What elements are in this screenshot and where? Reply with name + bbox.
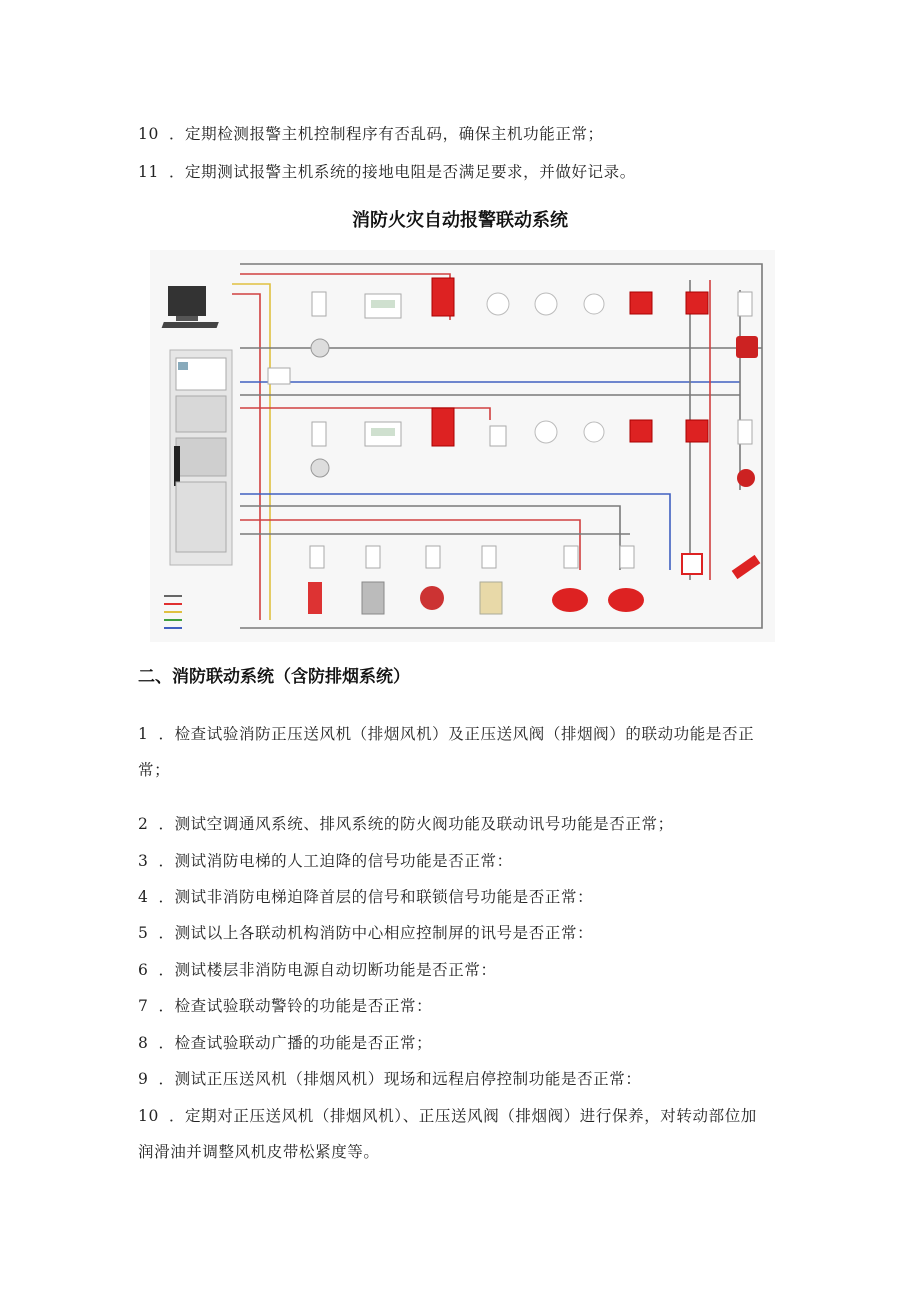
item-number: 10	[138, 1107, 159, 1125]
list-item	[138, 122, 604, 144]
item-number: 7	[138, 997, 149, 1015]
item-number: 11	[138, 163, 159, 181]
item-number: 8	[138, 1034, 149, 1052]
item-number: 3	[138, 852, 149, 870]
item-number: 10	[138, 125, 159, 143]
section-heading: 二、消防联动系统（含防排烟系统）	[138, 667, 410, 687]
item-number: 4	[138, 888, 149, 906]
list-item	[138, 812, 674, 834]
list-item	[138, 994, 432, 1016]
list-item-continuation: 润滑油并调整风机皮带松紧度等。	[138, 1143, 380, 1161]
alarm-cabinet-icon	[170, 350, 232, 565]
item-text: ．检查试验联动警铃的功能是否正常：	[158, 997, 433, 1015]
list-item	[138, 1104, 757, 1126]
item-number: 6	[138, 961, 149, 979]
item-text: ．定期测试报警主机系统的接地电阻是否满足要求，并做好记录。	[168, 163, 636, 181]
item-text: ．测试楼层非消防电源自动切断功能是否正常：	[158, 961, 497, 979]
list-item	[138, 722, 754, 744]
list-item	[138, 958, 497, 980]
item-number: 1	[138, 725, 149, 743]
item-text: ．定期对正压送风机（排烟风机）、正压送风阀（排烟阀）进行保养，对转动部位加	[168, 1107, 757, 1125]
item-number: 2	[138, 815, 149, 833]
item-text: ．检查试验消防正压送风机（排烟风机）及正压送风阀（排烟阀）的联动功能是否正	[158, 725, 755, 743]
item-number: 5	[138, 924, 149, 942]
item-text: ．测试非消防电梯迫降首层的信号和联锁信号功能是否正常：	[158, 888, 594, 906]
item-text: ．测试正压送风机（排烟风机）现场和远程启停控制功能是否正常：	[158, 1070, 642, 1088]
list-item-continuation: 常；	[138, 761, 171, 779]
item-number: 9	[138, 1070, 149, 1088]
list-item	[138, 849, 513, 871]
item-text: ．检查试验联动广播的功能是否正常；	[158, 1034, 433, 1052]
item-text: ．测试空调通风系统、排风系统的防火阀功能及联动讯号功能是否正常；	[158, 815, 674, 833]
list-item	[138, 160, 636, 182]
figure-title: 消防火灾自动报警联动系统	[352, 210, 568, 231]
list-item	[138, 1067, 641, 1089]
item-text: ．测试以上各联动机构消防中心相应控制屏的讯号是否正常：	[158, 924, 594, 942]
list-item	[138, 885, 593, 907]
system-diagram	[150, 250, 775, 642]
item-text: ．测试消防电梯的人工迫降的信号功能是否正常：	[158, 852, 513, 870]
list-item	[138, 1031, 432, 1053]
item-text: ．定期检测报警主机控制程序有否乱码，确保主机功能正常；	[168, 125, 604, 143]
list-item	[138, 921, 593, 943]
